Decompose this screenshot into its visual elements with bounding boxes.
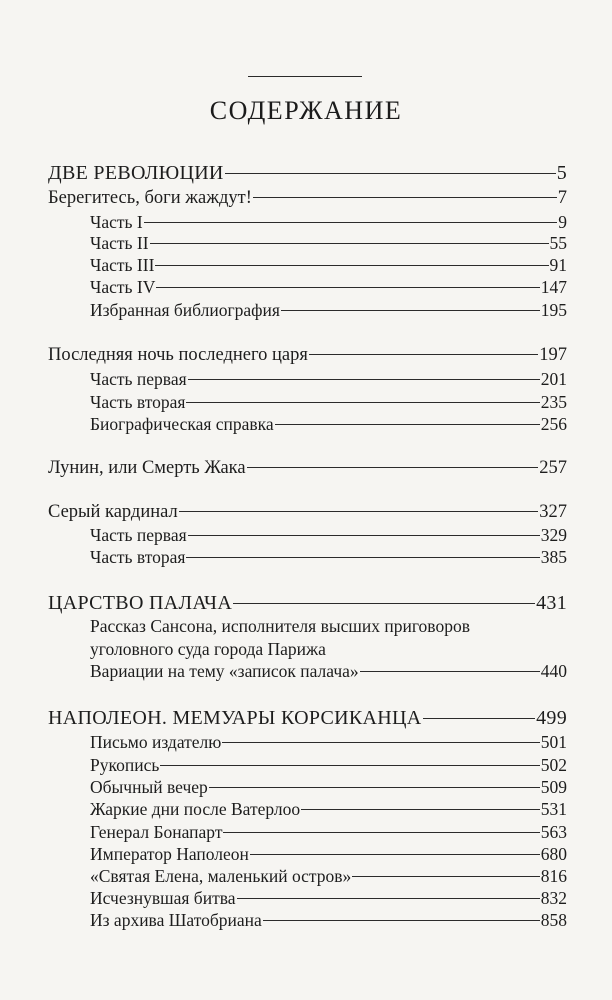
toc-entry[interactable] xyxy=(48,185,567,211)
leader-line xyxy=(186,557,539,558)
toc-entry-title: Последняя ночь последнего царя xyxy=(48,345,308,365)
leader-line xyxy=(275,424,540,425)
toc-entry-title: Из архива Шатобриана xyxy=(90,910,262,930)
toc-entry[interactable] xyxy=(90,411,567,437)
toc-entry-title: Часть первая xyxy=(90,369,187,389)
toc-entry-title: Письмо издателю xyxy=(90,732,222,752)
toc-entry[interactable] xyxy=(90,297,567,323)
toc-entry[interactable] xyxy=(90,544,567,570)
leader-line xyxy=(309,354,538,355)
toc-entry-title: Часть IV xyxy=(90,277,156,297)
toc-entry-title: Вариации на тему «записок палача» xyxy=(90,661,359,681)
toc-entry-page: 9 xyxy=(558,212,567,232)
toc-entry-title: Часть первая xyxy=(90,525,187,545)
toc-entry-page: 91 xyxy=(549,255,567,275)
leader-line xyxy=(179,511,539,512)
toc-entry-title-line1: Рассказ Сансона, исполнителя высших приговоров xyxy=(90,616,470,636)
toc-entry-title: Часть I xyxy=(90,212,143,232)
leader-line xyxy=(188,379,540,380)
leader-line xyxy=(160,765,539,766)
toc-entry-page: 680 xyxy=(540,844,567,864)
leader-line xyxy=(301,809,540,810)
leader-line xyxy=(223,832,539,833)
toc-entry-page: 195 xyxy=(540,300,567,320)
toc-entry-title: НАПОЛЕОН. МЕМУАРЫ КОРСИКАНЦА xyxy=(48,707,422,729)
toc-entry-title: Избранная библиография xyxy=(90,300,280,320)
toc-entry[interactable] xyxy=(90,907,567,933)
toc-entry-page: 563 xyxy=(540,822,567,842)
leader-line xyxy=(225,173,556,174)
toc-entry-title: «Святая Елена, маленький остров» xyxy=(90,866,352,886)
toc-entry-title: Берегитесь, боги жаждут! xyxy=(48,188,252,208)
leader-line xyxy=(186,402,539,403)
toc-entry-title: Жаркие дни после Ватерлоо xyxy=(90,799,301,819)
toc-entry-title: Часть III xyxy=(90,255,155,275)
toc-entry-page: 55 xyxy=(549,233,567,253)
toc-entry-page: 329 xyxy=(540,525,567,545)
toc-entry-title: Генерал Бонапарт xyxy=(90,822,223,842)
toc-entry-title: Лунин, или Смерть Жака xyxy=(48,458,246,478)
top-rule xyxy=(248,76,362,77)
toc-entry-title: Часть вторая xyxy=(90,392,186,412)
toc-entry-title: Рукопись xyxy=(90,755,160,775)
toc-entry-page: 499 xyxy=(536,707,567,729)
toc-entry-page: 858 xyxy=(540,910,567,930)
toc-section-napoleon[interactable] xyxy=(48,705,567,731)
toc-entry-title: Часть II xyxy=(90,233,149,253)
toc-entry-title: Исчезнувшая битва xyxy=(90,888,236,908)
leader-line xyxy=(253,197,557,198)
leader-line xyxy=(360,671,540,672)
toc-entry-page: 197 xyxy=(539,345,567,365)
leader-line xyxy=(352,876,539,877)
toc-entry-title: Часть вторая xyxy=(90,547,186,567)
toc-entry-page: 440 xyxy=(540,661,567,681)
toc-entry-page: 201 xyxy=(540,369,567,389)
toc-entry-title: Биографическая справка xyxy=(90,414,274,434)
toc-entry-title: Серый кардинал xyxy=(48,502,178,522)
leader-line xyxy=(263,920,540,921)
toc-entry-title: ЦАРСТВО ПАЛАЧА xyxy=(48,592,233,614)
toc-entry-page: 327 xyxy=(539,502,567,522)
leader-line xyxy=(237,898,540,899)
toc-entry-page: 509 xyxy=(540,777,567,797)
toc-section-lunin[interactable] xyxy=(48,455,567,481)
toc-entry-page: 531 xyxy=(540,799,567,819)
toc-entry-title-line2: уголовного суда города Парижа xyxy=(90,639,326,659)
toc-entry-title: Император Наполеон xyxy=(90,844,249,864)
toc-entry[interactable] xyxy=(90,658,567,684)
leader-line xyxy=(155,265,548,266)
page-title: СОДЕРЖАНИЕ xyxy=(209,96,403,125)
leader-line xyxy=(188,535,540,536)
toc-entry-title: Обычный вечер xyxy=(90,777,208,797)
leader-line xyxy=(150,243,549,244)
leader-line xyxy=(423,718,536,719)
toc-entry-page: 5 xyxy=(556,162,567,184)
toc-entry-page: 147 xyxy=(540,277,567,297)
leader-line xyxy=(156,287,539,288)
toc-entry-page: 7 xyxy=(557,188,567,208)
toc-entry-page: 816 xyxy=(540,866,567,886)
toc-entry-page: 501 xyxy=(540,732,567,752)
toc-entry-page: 256 xyxy=(540,414,567,434)
toc-entry-title: ДВЕ РЕВОЛЮЦИИ xyxy=(48,162,224,184)
leader-line xyxy=(209,787,540,788)
toc-entry-page: 257 xyxy=(539,458,567,478)
leader-line xyxy=(247,467,539,468)
toc-entry-page: 385 xyxy=(540,547,567,567)
toc-section-last-night[interactable] xyxy=(48,342,567,368)
leader-line xyxy=(281,310,540,311)
toc-section-two-revolutions[interactable] xyxy=(48,160,567,186)
toc-entry-page: 431 xyxy=(536,592,567,614)
toc-entry-page: 832 xyxy=(540,888,567,908)
leader-line xyxy=(233,603,535,604)
leader-line xyxy=(144,222,558,223)
leader-line xyxy=(222,742,539,743)
toc-entry-page: 502 xyxy=(540,755,567,775)
toc-entry-page: 235 xyxy=(540,392,567,412)
leader-line xyxy=(250,854,540,855)
